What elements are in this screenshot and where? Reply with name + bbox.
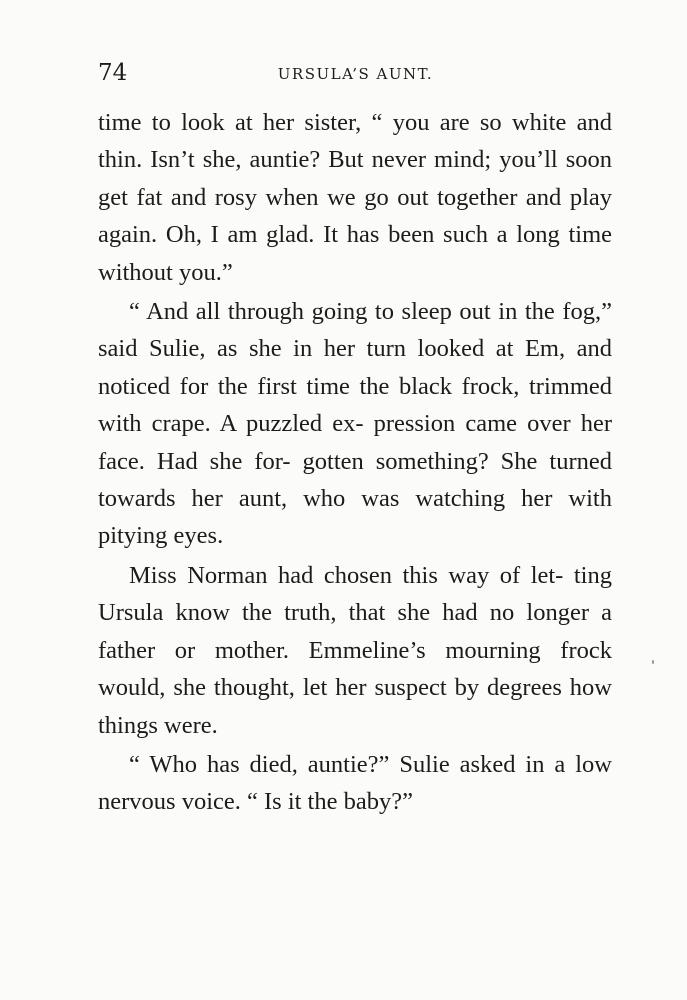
running-title: URSULA’S AUNT. [277, 65, 434, 83]
paragraph-fog: “ And all through going to sleep out in the fog,” said Sulie, as she in her turn looked at Em, and noticed for the first time the black frock, trimmed with crape. A puzzled ex- pression came over her face. Had she for- gotten something? She turned towards her aunt, who was watching her with pitying eyes. [98, 298, 612, 550]
paragraph-continuation: time to look at her sister, “ you are so white and thin. Isn’t she, auntie? But never mind; you’ll soon get fat and rosy when we go out together and play again. Oh, I am glad. It has been such a long time without you.” [98, 109, 612, 286]
body-text [98, 104, 612, 821]
page-number: 74 [98, 60, 128, 86]
paragraph-miss-norman: Miss Norman had chosen this way of let- ting Ursula know the truth, that she had no longer a father or mother. Emmeline’s mourning frock would, she thought, let her suspect by degrees how things were. [98, 561, 612, 739]
paper-speck [652, 660, 654, 664]
running-head [98, 58, 613, 88]
paragraph-who-has-died: “ Who has died, auntie?” Sulie asked in a low nervous voice. “ Is it the baby?” [98, 750, 612, 816]
